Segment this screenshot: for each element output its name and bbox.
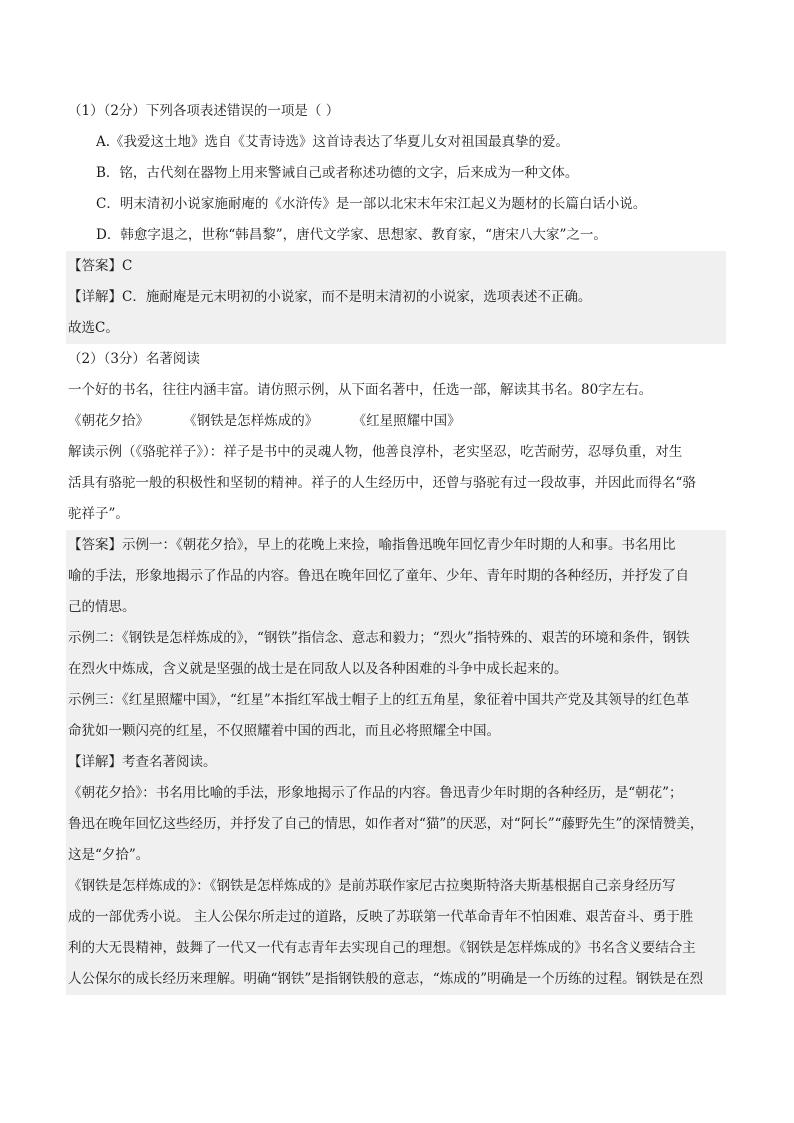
- q2-explain-line: 【详解】考查名著阅读。: [66, 747, 726, 778]
- book-title: 《朝花夕拾》: [68, 413, 149, 429]
- q2-example-line: 活具有骆驼一般的积极性和坚韧的精神。祥子的人生经历中，还曾与骆驼有过一段故事，并因此而得名“骆: [68, 475, 696, 491]
- q1-option-c: C．明末清初小说家施耐庵的《水浒传》是一部以北宋末年宋江起义为题材的长篇白话小说。: [96, 196, 647, 212]
- q1-answer: 【答案】C: [66, 251, 726, 282]
- q2-book-list: [68, 406, 726, 437]
- q2-stem: （2）（3分）名著阅读: [68, 351, 200, 367]
- q2-answer-line: 示例二：《钢铁是怎样炼成的》，“钢铁”指信念、意志和毅力；“烈火”指特殊的、艰苦的环境和条件，钢铁: [66, 623, 726, 654]
- document-page: [68, 96, 726, 995]
- q2-explain-line: 这是“夕拾”。: [66, 840, 726, 871]
- q1-stem: （1）（2分）下列各项表述错误的一项是（ ）: [68, 103, 340, 119]
- book-title: 《钢铁是怎样炼成的》: [183, 413, 319, 429]
- q2-answer-line: 命犹如一颗闪亮的红星，不仅照耀着中国的西北，而且必将照耀全中国。: [66, 716, 726, 747]
- q2-explain-line: 利的大无畏精神，鼓舞了一代又一代有志青年去实现自己的理想。《钢铁是怎样炼成的》书名含义要结合主: [66, 933, 726, 964]
- q2-example-line: 解读示例（《骆驼祥子》）：祥子是书中的灵魂人物，他善良淳朴，老实坚忍，吃苦耐劳，忍辱负重，对生: [68, 444, 683, 460]
- q2-explain-line: 《朝花夕拾》：书名用比喻的手法，形象地揭示了作品的内容。鲁迅青少年时期的各种经历，是“朝花”；: [66, 778, 726, 809]
- q1-option-d: D．韩愈字退之，世称“韩昌黎”，唐代文学家、思想家、教育家，“唐宋八大家”之一。: [96, 227, 607, 243]
- q2-answer-line: 己的情思。: [66, 592, 726, 623]
- q1-option-b: B．铭，古代刻在器物上用来警诫自己或者称述功德的文字，后来成为一种文体。: [96, 165, 579, 181]
- q2-example-line: 驼祥子”。: [68, 506, 129, 522]
- q2-explain-line: 《钢铁是怎样炼成的》：《钢铁是怎样炼成的》是前苏联作家尼古拉奥斯特洛夫斯基根据自己亲身经历写: [66, 871, 726, 902]
- q1-conclusion: 故选C。: [66, 313, 726, 344]
- q2-answer-line: 【答案】示例一：《朝花夕拾》，早上的花晚上来捡，喻指鲁迅晚年回忆青少年时期的人和事。书名用比: [66, 530, 726, 561]
- q2-explain-line: 鲁迅在晚年回忆这些经历，并抒发了自己的情思，如作者对“猫”的厌恶，对“阿长”“藤野先生”的深情赞美，: [66, 809, 726, 840]
- q2-explain-line: 人公保尔的成长经历来理解。明确“钢铁”是指钢铁般的意志，“炼成的”明确是一个历练的过程。钢铁是在烈: [66, 964, 726, 995]
- q1-explain: 【详解】C．施耐庵是元末明初的小说家，而不是明末清初的小说家，选项表述不正确。: [66, 282, 726, 313]
- q1-option-a: A.《我爱这土地》选自《艾青诗选》这首诗表达了华夏儿女对祖国最真挚的爱。: [96, 134, 570, 150]
- q2-intro: 一个好的书名，往往内涵丰富。请仿照示例，从下面名著中，任选一部，解读其书名。80字左右。: [68, 382, 653, 398]
- q2-explain-line: 成的一部优秀小说。 主人公保尔所走过的道路，反映了苏联第一代革命青年不怕困难、艰苦奋斗、勇于胜: [66, 902, 726, 933]
- q2-answer-line: 在烈火中炼成，含义就是坚强的战士是在同敌人以及各种困难的斗争中成长起来的。: [66, 654, 726, 685]
- book-title: 《红星照耀中国》: [352, 413, 461, 429]
- q2-answer-line: 示例三：《红星照耀中国》，“红星”本指红军战士帽子上的红五角星，象征着中国共产党及其领导的红色革: [66, 685, 726, 716]
- q2-answer-line: 喻的手法，形象地揭示了作品的内容。鲁迅在晚年回忆了童年、少年、青年时期的各种经历，并抒发了自: [66, 561, 726, 592]
